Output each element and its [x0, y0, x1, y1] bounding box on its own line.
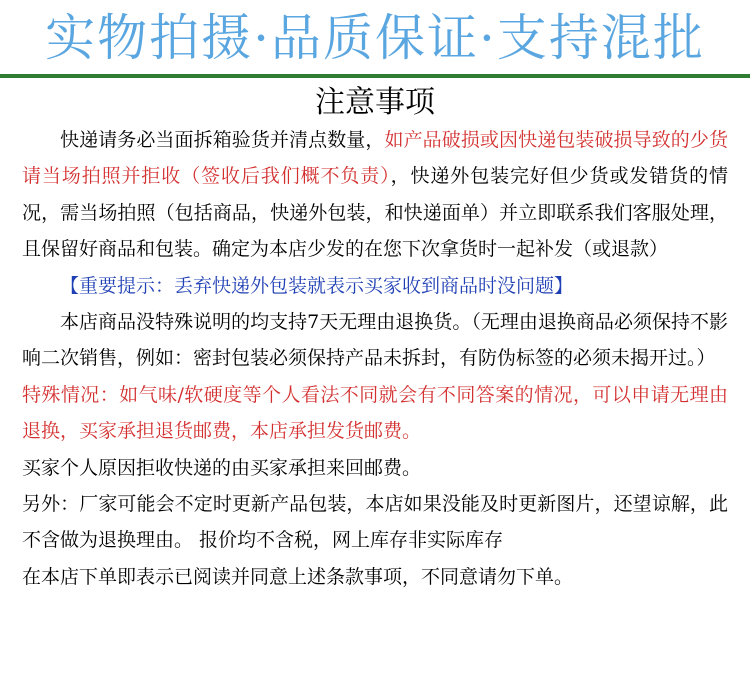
special-case: 特殊情况：如气味/软硬度等个人看法不同就会有不同答案的情况，可以申请无理由退换，买家承担退货邮费，本店承担发货邮费。 [22, 383, 728, 443]
green-divider [0, 74, 750, 78]
packaging-note: 另外：厂家可能会不定时更新产品包装，本店如果没能及时更新图片，还望谅解，此不含做为退换理由。 报价均不含税，网上库存非实际库存 [22, 493, 728, 552]
inspection-paragraph [22, 122, 728, 268]
header-banner [0, 0, 750, 76]
refusal-policy: 买家个人原因拒收快递的由买家承担来回邮费。 [22, 456, 422, 479]
agreement-note: 在本店下单即表示已阅读并同意上述条款事项，不同意请勿下单。 [22, 565, 574, 588]
notice-title: 注意事项 [315, 85, 435, 120]
return-policy: 本店商品没特殊说明的均支持7天无理由退换货。（无理由退换商品必须保持不影响二次销售，例如：密封包装必须保持产品未拆封，有防伪标签的必须未揭开过。） [22, 311, 728, 370]
notice-body [22, 122, 728, 595]
inspection-instruction: 快递请务必当面拆箱验货并清点数量， [60, 129, 385, 151]
inspection-details: ，快递外包装完好但少货或发错货的情况，需当场拍照（包括商品，快递外包装，和快递面单）并立即联系我们客服处理，且保留好商品和包装。确定为本店少发的在您下次拿货时一起补发（或退款） [22, 165, 728, 261]
damage-warning: 如产品破损或因快递包装破损导致的少货请当场拍照并拒收（签收后我们概不负责） [22, 129, 728, 188]
important-tip: 【重要提示：丢弃快递外包装就表示买家收到商品时没问题】 [60, 274, 574, 297]
banner-slogan: 实物拍摄·品质保证·支持混批 [45, 9, 705, 67]
